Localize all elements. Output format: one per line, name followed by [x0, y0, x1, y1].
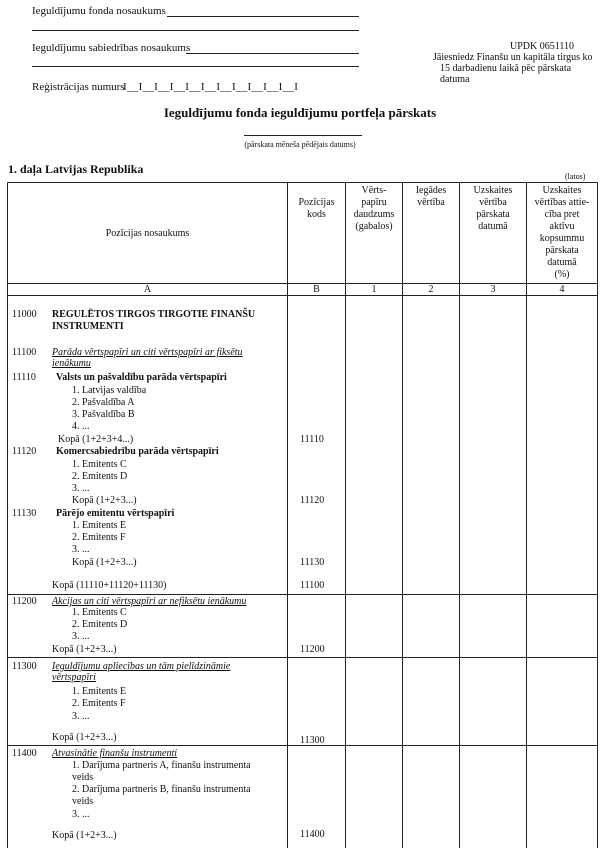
row-label: Ieguldījumu apliecības un tām pielīdzināmie	[52, 661, 231, 672]
list-item: 1. Emitents E	[72, 520, 127, 531]
col-header-code	[288, 197, 345, 221]
row-label: REGULĒTOS TIRGOS TIRGOTIE FINANŠU	[52, 309, 256, 320]
col-header-ratio-l3: cība pret	[544, 209, 580, 220]
col-header-ratio-l8: (%)	[554, 269, 570, 280]
row-label: Akcijas un citi vērtspapīri ar nefiksētu ienākumu	[52, 596, 247, 607]
row-label: Parāda vērtspapīri un citi vērtspapīri ar fiksētu	[52, 347, 243, 358]
col-header-qty-l3: daudzums	[353, 209, 395, 220]
col-header-purchase	[403, 185, 459, 209]
row-label: Valsts un pašvaldību parāda vērtspapīri	[56, 372, 227, 383]
report-date-caption: (pārskata mēneša pēdējais datums)	[244, 140, 356, 149]
submit-note-2: 15 darbadienu laikā pēc pārskata datuma	[440, 63, 572, 85]
list-item: 3. ...	[72, 809, 90, 820]
list-item: 2. Pašvaldība A	[72, 397, 135, 408]
row-code: 11110	[12, 372, 36, 383]
col-header-purchase-l2: vērtība	[417, 197, 445, 208]
total-code: 11200	[300, 644, 325, 655]
total-label: Kopā (1+2+3...)	[72, 495, 137, 506]
document-title: Ieguldījumu fonda ieguldījumu portfeļa pārskats	[163, 105, 437, 120]
col-header-value	[460, 185, 526, 233]
row-label: vērtspapīri	[52, 672, 96, 683]
list-item: 1. Emitents E	[72, 686, 127, 697]
total-code: 11100	[300, 580, 325, 591]
total-code: 11130	[300, 557, 325, 568]
col-header-value-l4: datumā	[478, 221, 508, 232]
total-label: Kopā (11110+11120+11130)	[52, 580, 167, 591]
list-item: veids	[72, 796, 94, 807]
row-label: Komercsabiedrību parāda vērtspapīri	[56, 446, 219, 457]
list-item: veids	[72, 772, 94, 783]
row-code: 11200	[12, 596, 37, 607]
col-header-qty	[346, 185, 402, 233]
fund-name-label: Ieguldījumu fonda nosaukums	[32, 5, 166, 17]
row-code: 11120	[12, 446, 37, 457]
total-code: 11400	[300, 829, 325, 840]
list-item: 3. ...	[72, 483, 90, 494]
total-label: Kopā (1+2+3...)	[72, 557, 137, 568]
unit-label: (latos)	[565, 172, 586, 181]
col-header-ratio-l1: Uzskaites	[542, 185, 582, 196]
col-header-qty-l4: (gabalos)	[355, 221, 393, 232]
row-code: 11130	[12, 508, 37, 519]
col-header-value-l2: vērtība	[479, 197, 507, 208]
col-header-ratio-l7: datumā	[547, 257, 577, 268]
reg-number-label: Reģistrācijas numurs	[32, 81, 125, 93]
row-code: 11400	[12, 748, 37, 759]
col-header-qty-l1: Vērts-	[361, 185, 387, 196]
total-code: 11110	[300, 434, 324, 445]
total-label: Kopā (1+2+3...)	[52, 830, 117, 841]
col-letter-3: 3	[490, 284, 496, 295]
total-label: Kopā (1+2+3...)	[52, 732, 117, 743]
col-header-ratio-l5: kopsummu	[539, 233, 585, 244]
col-letter-a: A	[143, 284, 152, 295]
col-header-code-l2: kods	[307, 209, 326, 220]
row-label: Atvasinātie finanšu instrumenti	[52, 748, 177, 759]
total-code: 11120	[300, 495, 325, 506]
col-header-ratio-l2: vērtības attie-	[534, 197, 590, 208]
col-header-purchase-l1: Iegādes	[415, 185, 447, 196]
list-item: 1. Darījuma partneris A, finanšu instrumenta	[72, 760, 251, 771]
company-name-label: Ieguldījumu sabiedrības nosaukums	[32, 42, 191, 54]
row-label: ienākumu	[52, 358, 91, 369]
section-title: 1. daļa Latvijas Republika	[8, 162, 144, 176]
row-code: 11000	[12, 309, 37, 320]
list-item: 2. Emitents D	[72, 619, 128, 630]
list-item: 3. ...	[72, 631, 90, 642]
list-item: 3. ...	[72, 544, 90, 555]
total-label: Kopā (1+2+3...)	[52, 644, 117, 655]
col-header-ratio	[527, 185, 597, 281]
list-item: 1. Emitents C	[72, 607, 127, 618]
list-item: 2. Emitents F	[72, 698, 126, 709]
row-label: Pārējo emitentu vērtspapīri	[56, 508, 175, 519]
total-code: 11300	[300, 735, 325, 746]
col-letter-b: B	[313, 284, 320, 295]
row-label: INSTRUMENTI	[52, 321, 124, 332]
list-item: 2. Darījuma partneris B, finanšu instrumenta	[72, 784, 251, 795]
list-item: 3. Pašvaldība B	[72, 409, 135, 420]
row-code: 11300	[12, 661, 37, 672]
col-header-qty-l2: papīru	[361, 197, 387, 208]
list-item: 3. ...	[72, 711, 90, 722]
form-code: UPDK 0651110	[510, 41, 574, 52]
col-header-name: Pozīcijas nosaukums	[105, 228, 190, 239]
list-item: 4. ...	[72, 421, 90, 432]
col-header-value-l3: pārskata	[476, 209, 510, 220]
col-header-ratio-l6: pārskata	[545, 245, 579, 256]
list-item: 1. Emitents C	[72, 459, 127, 470]
list-item: 1. Latvijas valdība	[72, 385, 147, 396]
list-item: 2. Emitents F	[72, 532, 126, 543]
total-label: Kopā (1+2+3+4...)	[58, 434, 134, 445]
list-item: 2. Emitents D	[72, 471, 128, 482]
col-header-code-l1: Pozīcijas	[298, 197, 335, 208]
reg-number-boxes[interactable]: I__I__I__I__I__I__I__I__I__I__I__I	[123, 81, 299, 93]
col-letter-1: 1	[371, 284, 377, 295]
row-code: 11100	[12, 347, 37, 358]
submit-note-1: Jāiesniedz Finanšu un kapitāla tirgus ko	[433, 52, 593, 63]
col-header-ratio-l4: aktīvu	[549, 221, 575, 232]
col-header-value-l1: Uzskaites	[473, 185, 513, 196]
col-letter-4: 4	[559, 284, 565, 295]
col-letter-2: 2	[428, 284, 434, 295]
